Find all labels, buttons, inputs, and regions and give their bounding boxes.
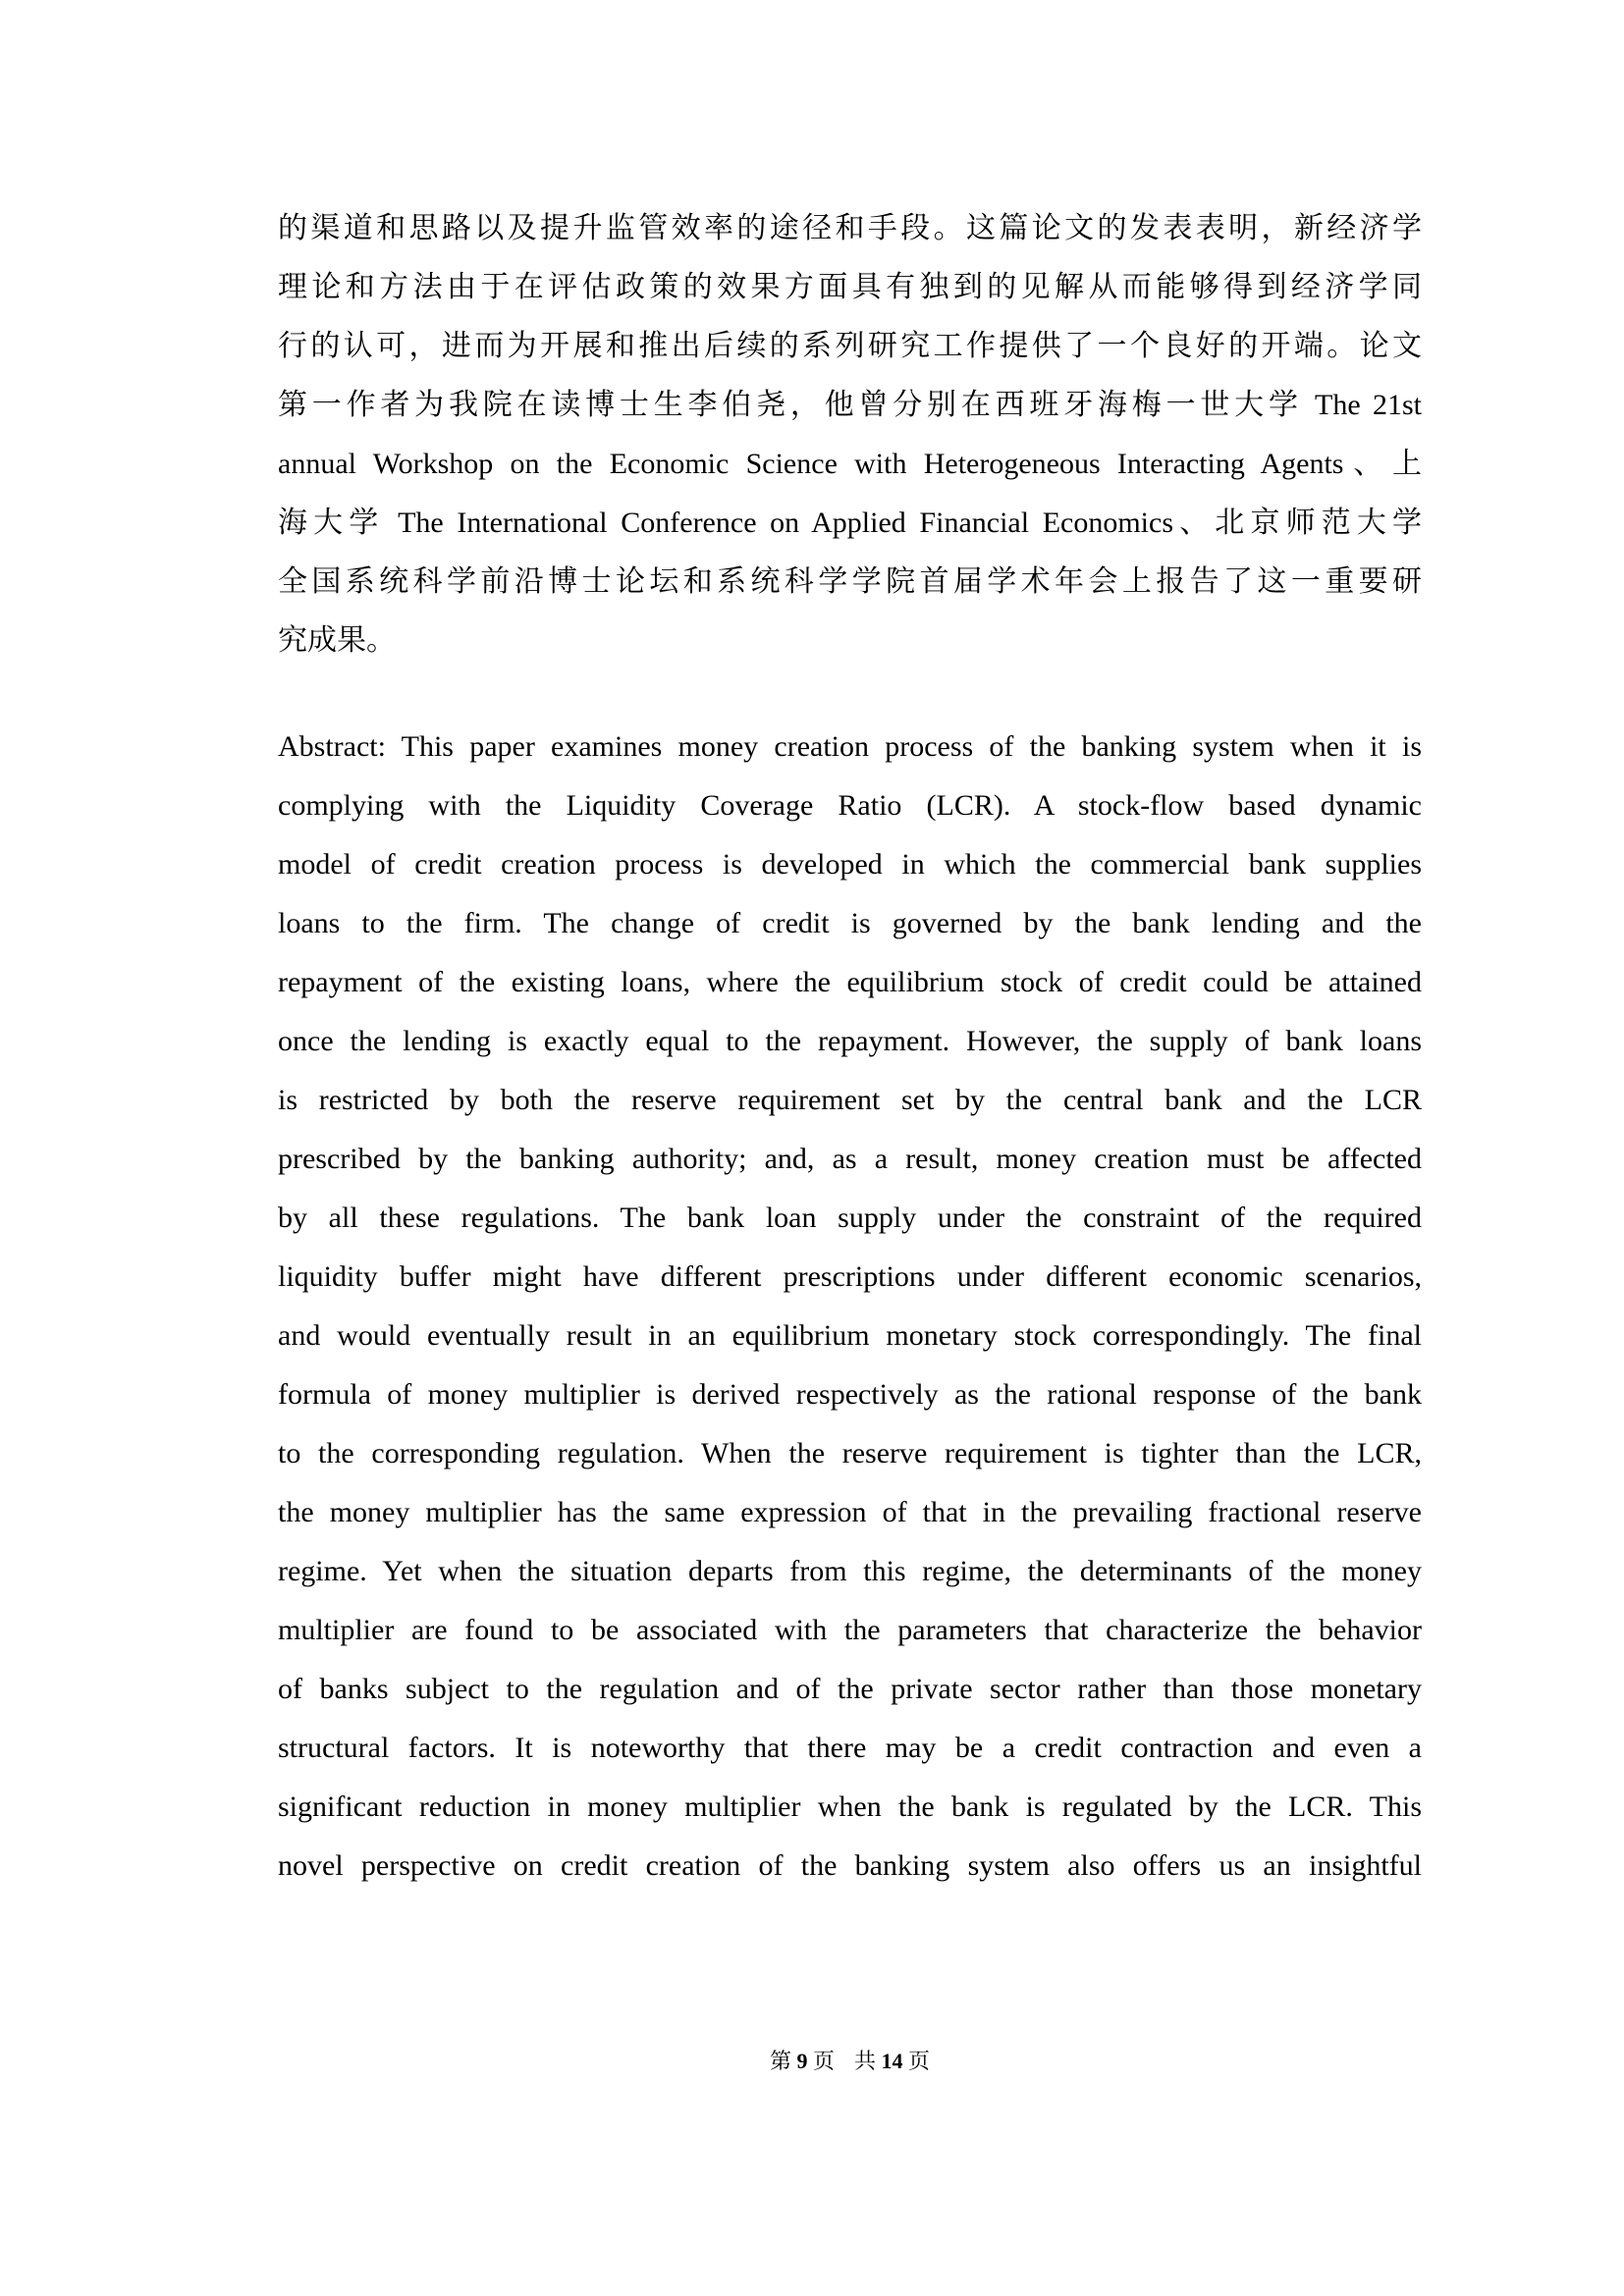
footer-page-prefix: 第 [769, 2049, 791, 2073]
footer-total-prefix: 共 [854, 2049, 877, 2073]
text-line: significant reduction in money multiplier when the bank is regulated by the LCR. This [278, 1790, 1422, 1823]
text-line: formula of money multiplier is derived respectively as the rational response of the bank [278, 1378, 1422, 1411]
paragraph-chinese [278, 199, 1422, 670]
footer-total-pages-number: 14 [881, 2049, 903, 2073]
text-line: annual Workshop on the Economic Science with Heterogeneous Interacting Agents、上 [278, 448, 1422, 480]
text-line: 行的认可，进而为开展和推出后续的系列研究工作提供了一个良好的开端。论文 [278, 330, 1422, 362]
text-line: model of credit creation process is developed in which the commercial bank supplies [278, 848, 1422, 881]
text-line: to the corresponding regulation. When the reserve requirement is tighter than the LCR, [278, 1437, 1422, 1469]
text-line: multiplier are found to be associated with the parameters that characterize the behavior [278, 1614, 1422, 1646]
text-line: 第一作者为我院在读博士生李伯尧，他曾分别在西班牙海梅一世大学 The 21st [278, 389, 1422, 421]
text-line: novel perspective on credit creation of the banking system also offers us an insightful [278, 1849, 1422, 1882]
text-line: the money multiplier has the same expression of that in the prevailing fractional reserve [278, 1496, 1422, 1528]
text-line: 海大学 The International Conference on Applied Financial Economics、北京师范大学 [278, 507, 1422, 539]
footer-page-unit: 页 [812, 2049, 835, 2073]
text-line: complying with the Liquidity Coverage Ratio (LCR). A stock-flow based dynamic [278, 789, 1422, 822]
page-content [278, 199, 1422, 1896]
footer-total-unit: 页 [908, 2049, 931, 2073]
text-line: repayment of the existing loans, where the equilibrium stock of credit could be attained [278, 966, 1422, 998]
text-line: of banks subject to the regulation and of the private sector rather than those monetary [278, 1673, 1422, 1705]
text-line: and would eventually result in an equilibrium monetary stock correspondingly. The final [278, 1319, 1422, 1352]
text-line: 理论和方法由于在评估政策的效果方面具有独到的见解从而能够得到经济学同 [278, 271, 1422, 303]
text-line: by all these regulations. The bank loan supply under the constraint of the required [278, 1201, 1422, 1234]
text-line: loans to the firm. The change of credit is governed by the bank lending and the [278, 907, 1422, 939]
text-line: once the lending is exactly equal to the repayment. However, the supply of bank loans [278, 1025, 1422, 1057]
footer-current-page-number: 9 [796, 2049, 808, 2073]
text-line: 的渠道和思路以及提升监管效率的途径和手段。这篇论文的发表表明，新经济学 [278, 212, 1422, 244]
text-line: regime. Yet when the situation departs from this regime, the determinants of the money [278, 1555, 1422, 1587]
text-line: 全国系统科学前沿博士论坛和系统科学学院首届学术年会上报告了这一重要研 [278, 565, 1422, 598]
text-line: 究成果。 [278, 624, 396, 657]
text-line: is restricted by both the reserve requirement set by the central bank and the LCR [278, 1084, 1422, 1116]
text-line: Abstract: This paper examines money creation process of the banking system when it is [278, 730, 1422, 763]
text-line: prescribed by the banking authority; and, as a result, money creation must be affected [278, 1143, 1422, 1175]
text-line: liquidity buffer might have different prescriptions under different economic scenarios, [278, 1260, 1422, 1293]
page-footer [278, 2045, 1422, 2078]
text-line: structural factors. It is noteworthy that there may be a credit contraction and even a [278, 1732, 1422, 1764]
abstract-paragraph [278, 718, 1422, 1896]
